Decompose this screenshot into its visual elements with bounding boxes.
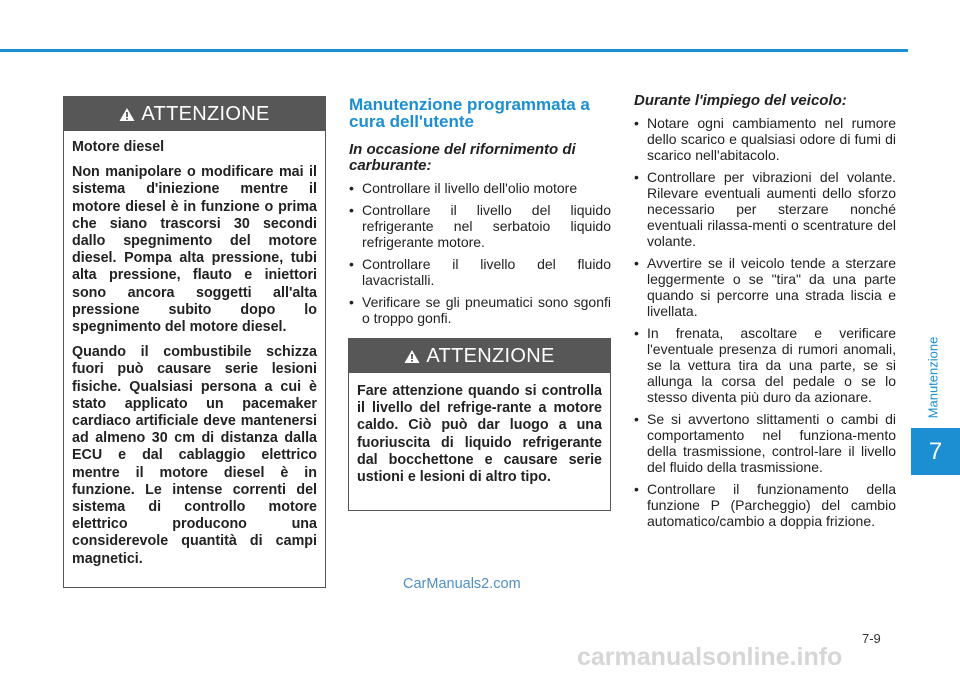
footer-watermark: carmanualsonline.info <box>577 643 843 671</box>
warning-paragraph: Quando il combustibile schizza fuori può causare serie lesioni fisiche. Qualsiasi persona a cui è stato applicato un pacemaker cardiaco artificiale deve mantenersi ad almeno 30 cm di distanza dalla ECU e dal cablaggio elettrico mentre il motore diesel è in funzione. Le intense correnti del sistema di controllo motore elettrico producono una considerevole quantità di campi magnetici. <box>72 344 317 567</box>
list-item: • Controllare il livello del liquido refrigerante nel serbatoio liquido refrigerante motore. <box>349 202 611 250</box>
refuelling-checklist <box>349 180 611 326</box>
chapter-side-label <box>913 330 953 425</box>
subheading-refuelling: In occasione del rifornimento di carburante: <box>349 141 576 174</box>
list-item: • Se si avvertono slittamenti o cambi di comportamento nel funziona-mento della trasmissione, control-lare il livello del fluido della trasmissione. <box>634 411 896 475</box>
list-item: • Controllare per vibrazioni del volante. Rilevare eventuali aumenti dello sforzo necessario per sterzare nonché eventuali rilassa-menti o scentrature del volante. <box>634 169 896 249</box>
chapter-number-tab: 7 <box>911 428 960 475</box>
list-item: • Verificare se gli pneumatici sono sgonfi o troppo gonfi. <box>349 294 611 326</box>
section-heading: Manutenzione programmata a cura dell'utente <box>349 95 590 131</box>
list-item: • Controllare il livello dell'olio motore <box>349 180 611 196</box>
middle-column <box>349 96 611 332</box>
warning-box-coolant <box>348 338 611 511</box>
warning-paragraph: Fare attenzione quando si controlla il livello del refrige-rante a motore caldo. Ciò può dar luogo a una fuoriuscita di liquido refrigerante dal bocchettone e causare serie ustioni e lesioni di altro tipo. <box>357 383 602 486</box>
list-item: • Controllare il livello del fluido lavacristalli. <box>349 256 611 288</box>
warning-body <box>64 131 325 568</box>
warning-triangle-icon <box>119 107 135 122</box>
warning-triangle-icon <box>404 349 420 364</box>
subheading-driving: Durante l'impiego del veicolo: <box>634 92 847 109</box>
list-item: • Notare ogni cambiamento nel rumore dello scarico e qualsiasi odore di fumi di scarico nell'abitacolo. <box>634 115 896 163</box>
driving-checklist <box>634 115 896 529</box>
warning-paragraph: Non manipolare o modificare mai il sistema d'iniezione mentre il motore diesel è in funzione o prima che siano trascorsi 30 secondi dallo spegnimento del motore diesel. Pompa alta pressione, tubi alta pressione, flauto e iniettori sono ancora soggetti all'alta pressione subito dopo lo spegnimento del motore diesel. <box>72 164 317 336</box>
warning-title: ATTENZIONE <box>141 102 270 125</box>
warning-header <box>64 97 325 131</box>
right-column <box>634 93 896 535</box>
list-item: • Controllare il funzionamento della funzione P (Parcheggio) del cambio automatico/cambio a doppia frizione. <box>634 481 896 529</box>
warning-box-diesel <box>63 96 326 588</box>
warning-header <box>349 339 610 373</box>
warning-title: ATTENZIONE <box>426 344 555 367</box>
watermark-link[interactable]: CarManuals2.com <box>403 576 521 592</box>
warning-body <box>349 373 610 486</box>
chapter-side-label-text: Manutenzione <box>925 336 941 419</box>
list-item: • Avvertire se il veicolo tende a sterzare leggermente o se "tira" da una parte quando si percorre una strada liscia e livellata. <box>634 255 896 319</box>
page-number: 7-9 <box>862 631 881 646</box>
header-rule <box>0 49 908 52</box>
list-item: • In frenata, ascoltare e verificare l'eventuale presenza di rumori anomali, se la vettura tira da una parte, se si allunga la corsa del pedale o se lo stesso diventa più duro da azionare. <box>634 325 896 405</box>
warning-paragraph: Motore diesel <box>72 139 165 155</box>
